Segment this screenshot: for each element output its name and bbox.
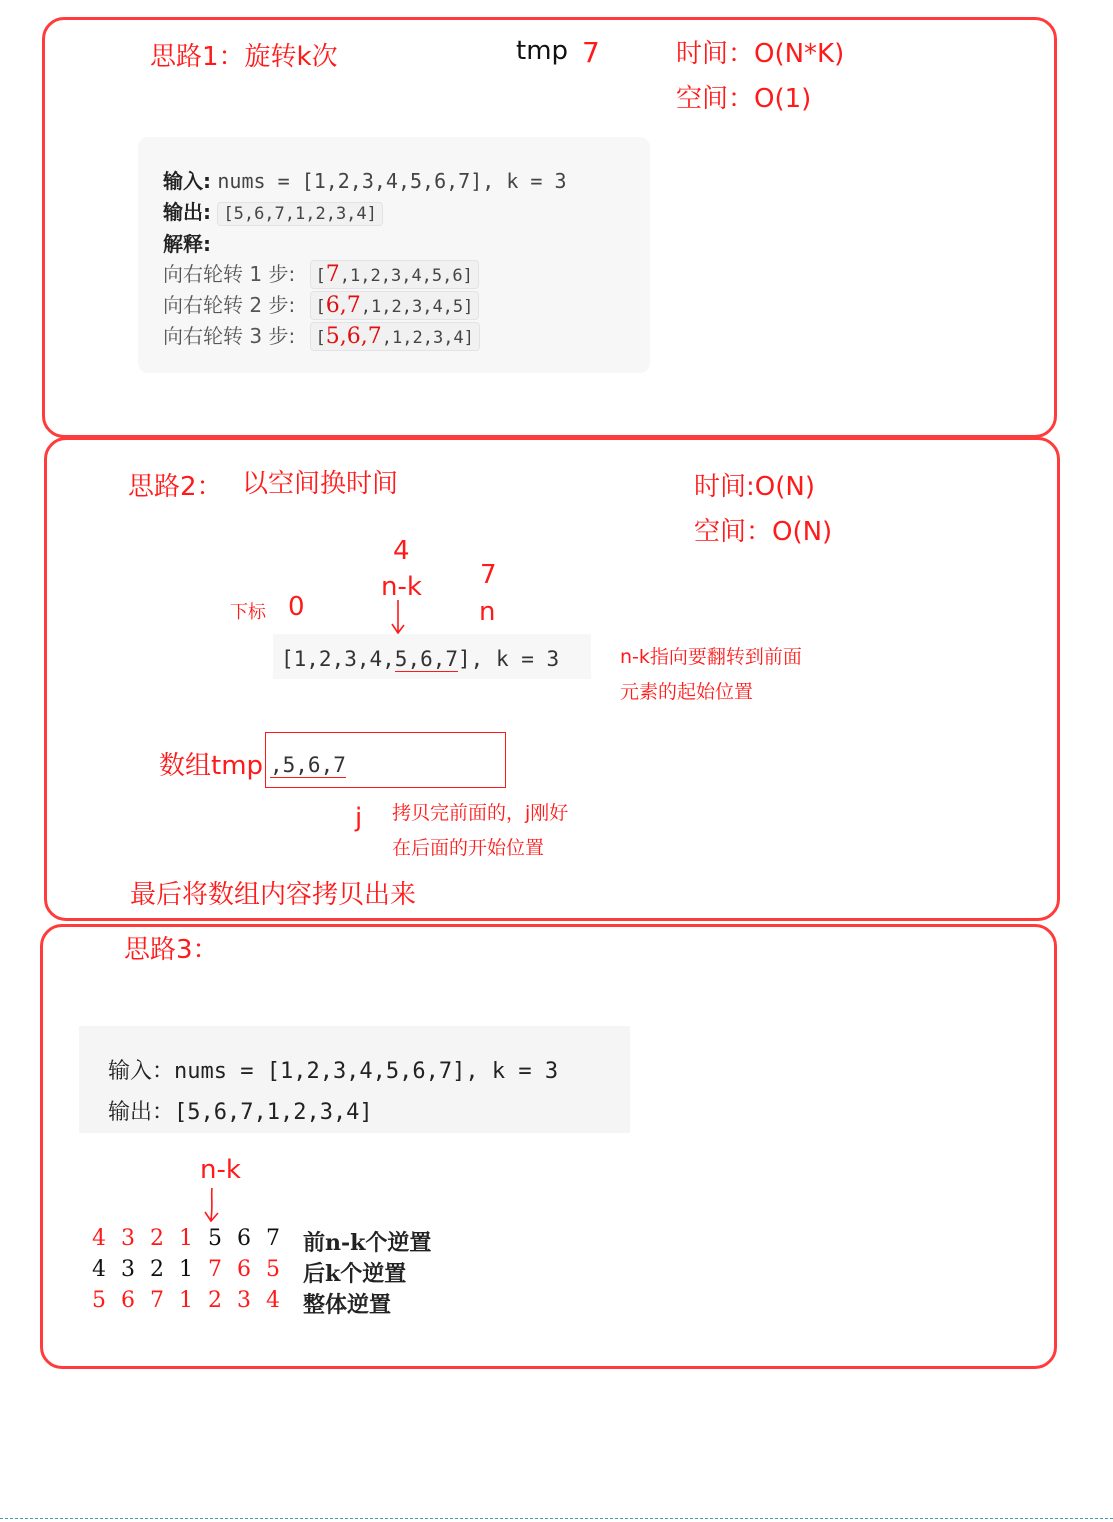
idea3-row-3 — [92, 1288, 284, 1313]
idea3-row-2 — [92, 1257, 284, 1282]
idea2-label-n: n — [479, 597, 496, 627]
step-result: [7,1,2,3,4,5,6] — [310, 260, 479, 289]
array-part-1: [1,2,3,4, — [281, 647, 395, 671]
idea2-note-line-2: 元素的起始位置 — [620, 681, 754, 703]
idea3-row-3-desc: 整体逆置 — [303, 1292, 392, 1318]
input-value: nums = [1,2,3,4,5,6,7], k = 3 — [217, 169, 567, 193]
idea2-index-zero: 0 — [288, 592, 305, 622]
input-label: 输入: — [163, 169, 211, 193]
idea2-space-complexity: 空间：O(N) — [694, 517, 833, 547]
idea3-title: 思路3： — [124, 935, 219, 965]
idea1-output-line — [163, 196, 383, 226]
idea1-explain-line — [163, 228, 211, 257]
idea2-tmp-array-label: 数组tmp — [159, 751, 264, 781]
idea2-label-4: 4 — [393, 536, 410, 566]
row-black-part: 5 6 7 — [207, 1226, 284, 1251]
step-label: 向右轮转 1 步: — [163, 262, 296, 286]
step-result: [5,6,7,1,2,3,4] — [310, 322, 480, 351]
step-label: 向右轮转 2 步: — [163, 293, 296, 317]
row-black-part: 4 3 2 1 — [92, 1257, 197, 1282]
idea2-label-7: 7 — [480, 560, 497, 590]
idea3-row-2-desc: 后k个逆置 — [303, 1261, 407, 1287]
idea1-title: 思路1：旋转k次 — [150, 42, 338, 72]
idea2-label-nk: n-k — [381, 572, 422, 602]
idea2-title: 思路2： — [128, 472, 223, 502]
idea2-note-line-1: n-k指向要翻转到前面 — [620, 646, 802, 668]
array-part-2: 5,6,7 — [394, 647, 459, 671]
output-label: 输出: — [163, 200, 211, 224]
idea2-index-label: 下标 — [230, 602, 266, 623]
row-red-part: 7 6 5 — [207, 1257, 284, 1282]
idea1-tmp-value: 7 — [582, 36, 600, 69]
idea2-time-complexity: 时间:O(N) — [694, 472, 815, 502]
idea1-step-3 — [163, 320, 480, 351]
idea2-j-label: j — [355, 803, 363, 833]
array-part-3: ], k = 3 — [458, 647, 560, 671]
step-result: [6,7,1,2,3,4,5] — [310, 291, 480, 320]
explain-label: 解释: — [163, 232, 211, 256]
idea3-nk-arrow — [201, 1186, 223, 1224]
idea2-final-note: 最后将数组内容拷贝出来 — [130, 880, 417, 910]
row-red-part: 5 6 7 1 2 3 4 — [92, 1288, 284, 1313]
idea2-copy-note-1: 拷贝完前面的，j刚好 — [392, 802, 569, 824]
idea3-row-1 — [92, 1226, 284, 1251]
idea3-nk-label: n-k — [200, 1155, 241, 1185]
idea1-time-complexity: 时间：O(N*K) — [676, 39, 845, 69]
idea3-row-1-desc: 前n-k个逆置 — [303, 1230, 432, 1256]
panel-idea-2 — [44, 437, 1060, 921]
idea1-step-2 — [163, 289, 479, 320]
idea2-array-text — [281, 647, 559, 671]
idea2-tmp-array-content: ,5,6,7 — [270, 753, 346, 777]
nk-pointer-arrow — [388, 598, 408, 636]
idea2-subtitle: 以空间换时间 — [242, 469, 399, 499]
step-label: 向右轮转 3 步: — [163, 324, 296, 348]
output-value: [5,6,7,1,2,3,4] — [217, 202, 383, 226]
idea1-tmp-label: tmp — [516, 36, 569, 66]
idea1-space-complexity: 空间：O(1) — [676, 84, 812, 114]
row-red-part: 4 3 2 1 — [92, 1226, 197, 1251]
idea1-step-1 — [163, 258, 479, 289]
idea3-output-line: 输出：[5,6,7,1,2,3,4] — [108, 1100, 373, 1125]
idea3-input-line: 输入：nums = [1,2,3,4,5,6,7], k = 3 — [108, 1059, 559, 1084]
idea2-copy-note-2: 在后面的开始位置 — [392, 837, 545, 859]
page-bottom-dashed-line — [0, 1518, 1113, 1519]
idea1-input-line — [163, 165, 567, 194]
